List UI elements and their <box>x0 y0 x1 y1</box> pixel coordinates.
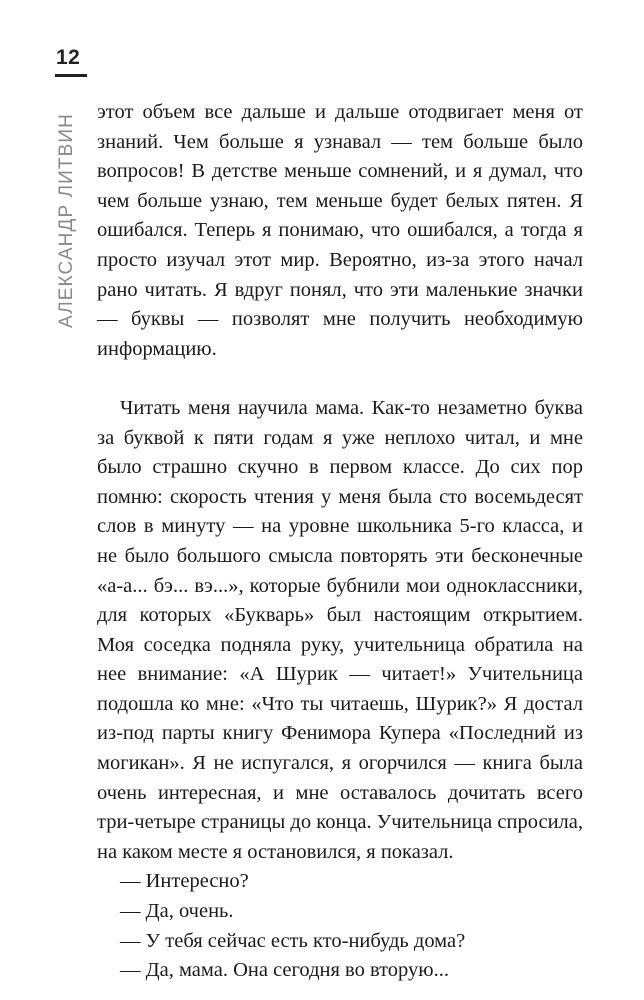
dialog-line: — У тебя сейчас есть кто-нибудь дома? <box>120 929 466 952</box>
page-number: 12 <box>56 46 81 69</box>
running-head-author: АЛЕКСАНДР ЛИТВИН <box>56 113 77 328</box>
body-text <box>97 98 583 986</box>
paragraph: этот объем все дальше и дальше отодвигает меня от знаний. Чем больше я узнавал — тем больше было вопросов! В детстве меньше сомнений, и я думал, что чем больше узнаю, тем меньше будет белых пятен. Я ошибался. Теперь я понимаю, что ошибался, а тогда я просто изучал этот мир. Вероятно, из-за этого начал рано читать. Я вдруг понял, что эти маленькие значки — буквы — позволят мне получить необходимую информацию. <box>97 101 583 360</box>
paragraph: Читать меня научила мама. Как-то незаметно буква за буквой к пяти годам я уже неплохо читал, и мне было страшно скучно в первом классе. До сих пор помню: скорость чтения у меня была сто восемьдесят слов в минуту — на уровне школьника 5-го класса, и не было большого смысла повторять эти бесконечные «а-а... бэ... вэ...», которые бубнили мои одноклассники, для которых «Букварь» был настоящим открытием. Моя соседка подняла руку, учительница обратила на нее внимание: «А Шурик — читает!» Учительница подошла ко мне: «Что ты читаешь, Шурик?» Я достал из-под парты книгу Фенимора Купера «Последний из могикан». Я не испугался, я огорчился — книга была очень интересная, и мне оставалось дочитать всего три-четыре страницы до конца. Учительница спросила, на каком месте я остановился, я показал. <box>97 396 583 863</box>
dialog-line: — Интересно? <box>120 870 249 893</box>
page-number-rule <box>55 74 87 77</box>
dialog-line: — Да, очень. <box>120 900 234 923</box>
dialog-line: — Да, мама. Она сегодня во вторую... <box>120 959 449 982</box>
